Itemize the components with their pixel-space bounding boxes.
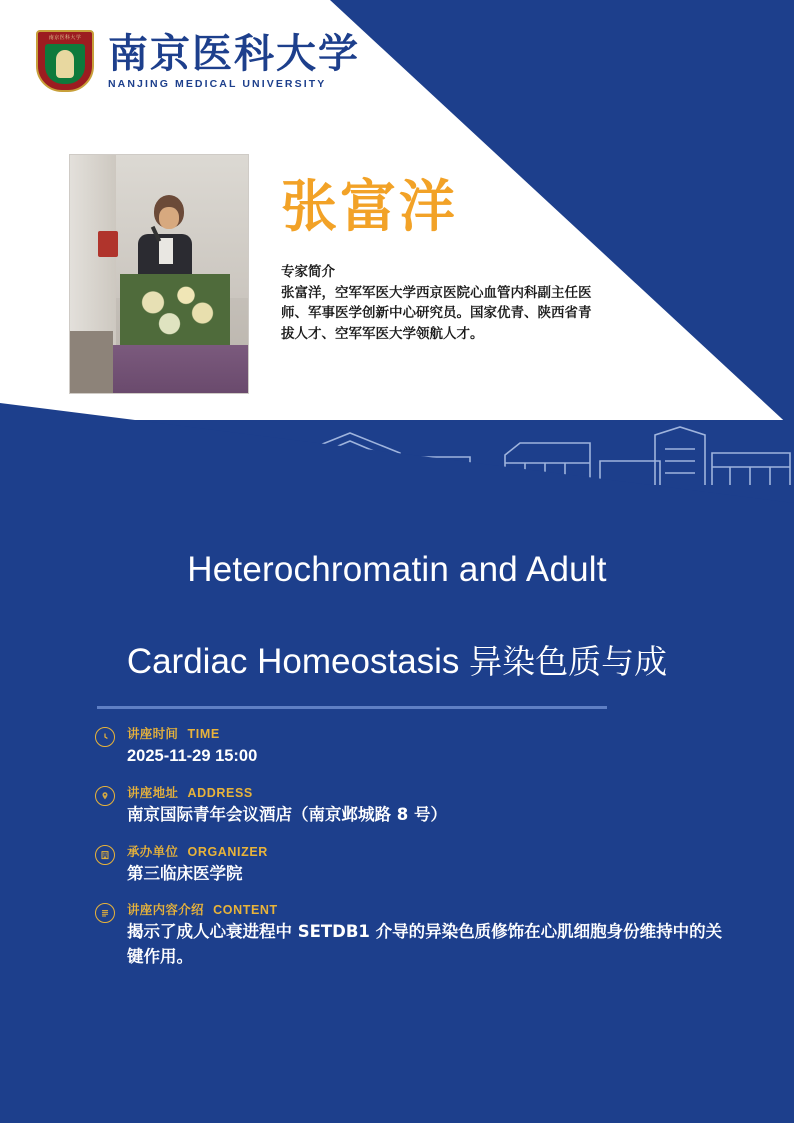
location-pin-icon: [95, 786, 115, 806]
info-label-time: 讲座时间 TIME: [127, 726, 220, 741]
info-list: [95, 724, 725, 984]
document-lines-icon: [95, 903, 115, 923]
clock-icon: [95, 727, 115, 747]
university-crest-icon: [36, 30, 94, 92]
info-value-content: 揭示了成人心衰进程中 SETDB1 介导的异染色质修饰在心肌细胞身份维持中的关键作用。: [127, 922, 723, 966]
university-name-en: NANJING MEDICAL UNIVERSITY: [108, 77, 327, 90]
lecture-title-line2-cn: 异染色质与成: [469, 642, 668, 681]
lecture-title-line1: Heterochromatin and Adult: [187, 550, 607, 589]
lecture-title-line2-en: Cardiac Homeostasis: [126, 642, 460, 681]
info-label-organizer: 承办单位 ORGANIZER: [127, 843, 268, 859]
speaker-bio-text: 张富洋，空军军医大学西京医院心血管内科副主任医师、军事医学创新中心研究员。国家优青、陕西省青拔人才、空军军医大学领航人才。: [281, 284, 592, 342]
info-value-organizer: 第三临床医学院: [127, 863, 243, 883]
info-value-time: 2025-11-29 15:00: [127, 747, 258, 765]
info-row-organizer: [95, 842, 725, 887]
crest-top-text: 南京医科大学: [48, 35, 82, 41]
title-divider: [97, 706, 607, 709]
university-name-cn: 南京医科大学: [108, 30, 360, 77]
info-label-address: 讲座地址 ADDRESS: [127, 784, 253, 800]
info-row-time: [95, 724, 725, 769]
speaker-photo: [69, 154, 249, 394]
speaker-name: 张富洋: [281, 175, 458, 240]
info-row-address: [95, 783, 725, 828]
lecture-title-line2: [0, 636, 794, 683]
building-icon: [95, 845, 115, 865]
info-value-address: 南京国际青年会议酒店（南京邺城路 8 号）: [127, 804, 447, 824]
speaker-bio: [281, 262, 597, 344]
speaker-bio-title: 专家简介: [281, 264, 335, 280]
info-label-content: 讲座内容介绍 CONTENT: [127, 902, 278, 918]
university-logo: [36, 30, 360, 92]
info-row-content: [95, 900, 725, 970]
